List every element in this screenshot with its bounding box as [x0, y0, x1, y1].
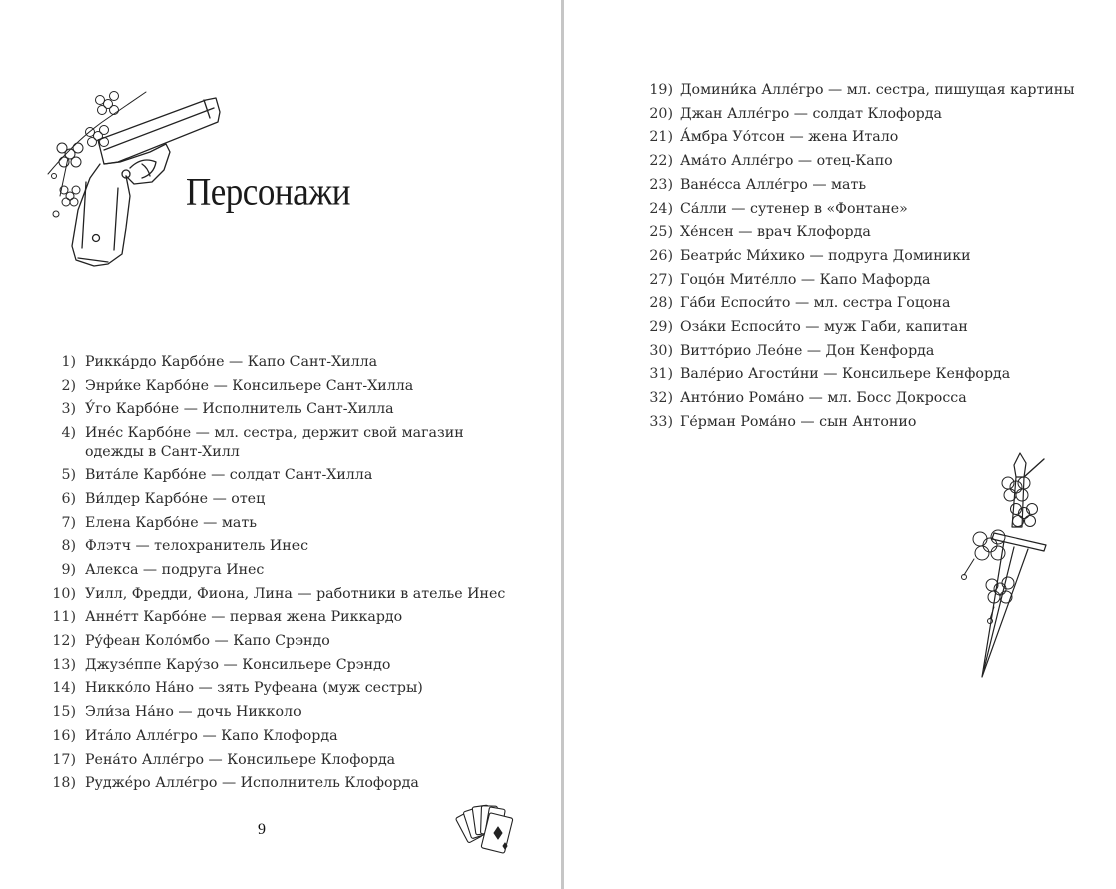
item-number: 15): [52, 704, 76, 721]
item-text: Алекса — подруга Инес: [85, 561, 265, 578]
item-text: Вита́ле Карбо́не — солдат Сант-Хилла: [85, 467, 373, 484]
list-item: [640, 198, 1080, 222]
list-item: [40, 701, 510, 725]
list-item: [40, 422, 510, 464]
character-list-left: [40, 351, 510, 796]
item-text: Руджéро Алле́гро — Исполнитель Клофорда: [85, 775, 419, 792]
item-number: 23): [649, 176, 673, 193]
list-item: [640, 340, 1080, 364]
list-item: [40, 677, 510, 701]
item-text: Хе́нсен — врач Клофорда: [680, 224, 871, 241]
item-number: 7): [61, 514, 76, 531]
list-item: [640, 316, 1080, 340]
list-item: [40, 654, 510, 678]
item-text: Са́лли — сутенер в «Фонтане»: [680, 200, 908, 217]
item-number: 9): [61, 561, 76, 578]
item-number: 24): [649, 200, 673, 217]
list-item: [640, 411, 1080, 435]
list-item: [40, 351, 510, 375]
item-number: 22): [649, 153, 673, 170]
item-number: 1): [61, 354, 76, 370]
item-number: 6): [61, 490, 76, 507]
list-item: [40, 606, 510, 630]
item-text: Ви́лдер Карбо́не — отец: [85, 490, 266, 507]
item-number: 11): [52, 609, 76, 626]
item-number: 20): [649, 105, 673, 122]
item-number: 29): [649, 319, 673, 336]
item-text: Ине́с Карбо́не — мл. сестра, держит свой магазин одежды в Сант-Хилл: [85, 425, 464, 461]
item-text: Гоцо́н Мите́лло — Капо Мафорда: [680, 271, 931, 288]
item-text: Рена́то Алле́гро — Консильере Клофорда: [85, 751, 396, 768]
list-item: [40, 535, 510, 559]
item-text: Ита́ло Алле́гро — Капо Клофорда: [85, 727, 338, 744]
page-title: Персонажи: [186, 170, 351, 214]
item-text: Эли́за На́но — дочь Никколо: [85, 704, 302, 721]
list-item: [40, 772, 510, 796]
item-text: Вале́рио Агости́ни — Консильере Кенфорда: [680, 366, 1011, 383]
dagger-with-flowers-icon: [954, 447, 1064, 687]
item-number: 30): [649, 342, 673, 359]
item-number: 31): [649, 366, 673, 383]
item-number: 12): [52, 633, 76, 650]
item-number: 18): [52, 775, 76, 792]
item-text: У́го Карбо́не — Исполнитель Сант-Хилла: [85, 401, 394, 418]
list-item: [640, 103, 1080, 127]
list-item: [640, 221, 1080, 245]
item-number: 33): [649, 413, 673, 430]
item-number: 4): [61, 425, 76, 442]
character-list-right: [640, 79, 1080, 435]
list-item: [40, 630, 510, 654]
item-text: Га́би Еспоси́то — мл. сестра Гоцона: [680, 295, 951, 312]
list-item: [640, 292, 1080, 316]
list-item: [640, 363, 1080, 387]
item-text: Оза́ки Еспоси́то — муж Габи, капитан: [680, 319, 968, 336]
item-number: 21): [649, 129, 673, 146]
item-text: Ге́рман Рома́но — сын Антонио: [680, 413, 917, 430]
list-item: [40, 488, 510, 512]
item-text: Рикка́рдо Карбо́не — Капо Сант-Хилла: [85, 354, 378, 370]
item-number: 16): [52, 727, 76, 744]
list-item: [640, 387, 1080, 411]
item-text: Никко́ло На́но — зять Руфеана (муж сестры): [85, 680, 423, 697]
item-text: Беатри́с Ми́хико — подруга Доминики: [680, 247, 971, 264]
item-number: 10): [52, 585, 76, 602]
right-page: [564, 0, 1116, 889]
item-number: 3): [61, 401, 76, 418]
list-item: [640, 174, 1080, 198]
item-number: 27): [649, 271, 673, 288]
list-item: [40, 559, 510, 583]
item-number: 14): [52, 680, 76, 697]
list-item: [40, 725, 510, 749]
item-number: 25): [649, 224, 673, 241]
page-number: 9: [258, 821, 266, 838]
item-number: 13): [52, 656, 76, 673]
item-number: 8): [61, 538, 76, 555]
list-item: [40, 583, 510, 607]
list-item: [40, 464, 510, 488]
item-text: Флэтч — телохранитель Инес: [85, 538, 309, 555]
item-number: 28): [649, 295, 673, 312]
item-text: Витто́рио Лео́не — Дон Кенфорда: [680, 342, 935, 359]
item-number: 19): [649, 82, 673, 98]
item-text: Анто́нио Рома́но — мл. Босс Докросса: [680, 390, 967, 407]
item-text: Елена Карбо́не — мать: [85, 514, 257, 531]
list-item: [640, 79, 1080, 103]
item-text: Ама́то Алле́гро — отец-Капо: [680, 153, 893, 170]
list-item: [40, 375, 510, 399]
list-item: [640, 245, 1080, 269]
item-text: А́мбра Уо́тсон — жена Итало: [680, 129, 899, 146]
item-number: 2): [61, 377, 76, 394]
list-item: [640, 126, 1080, 150]
item-text: Домини́ка Алле́гро — мл. сестра, пишущая картины: [680, 82, 1075, 98]
item-text: Уилл, Фредди, Фиона, Лина — работники в ателье Инес: [85, 585, 506, 602]
list-item: [640, 269, 1080, 293]
item-number: 17): [52, 751, 76, 768]
item-text: Анне́тт Карбо́не — первая жена Риккардо: [85, 609, 403, 626]
list-item: [40, 512, 510, 536]
playing-cards-icon: [455, 803, 519, 857]
item-number: 5): [61, 467, 76, 484]
item-number: 32): [649, 390, 673, 407]
item-text: Ване́сса Алле́гро — мать: [680, 176, 867, 193]
item-number: 26): [649, 247, 673, 264]
item-text: Энри́ке Карбо́не — Консильере Сант-Хилла: [85, 377, 414, 394]
item-text: Джан Алле́гро — солдат Клофорда: [680, 105, 942, 122]
list-item: [40, 749, 510, 773]
item-text: Ру́феан Коло́мбо — Капо Срэндо: [85, 633, 330, 650]
list-item: [640, 150, 1080, 174]
item-text: Джузе́ппе Кару́зо — Консильере Срэндо: [85, 656, 391, 673]
list-item: [40, 398, 510, 422]
